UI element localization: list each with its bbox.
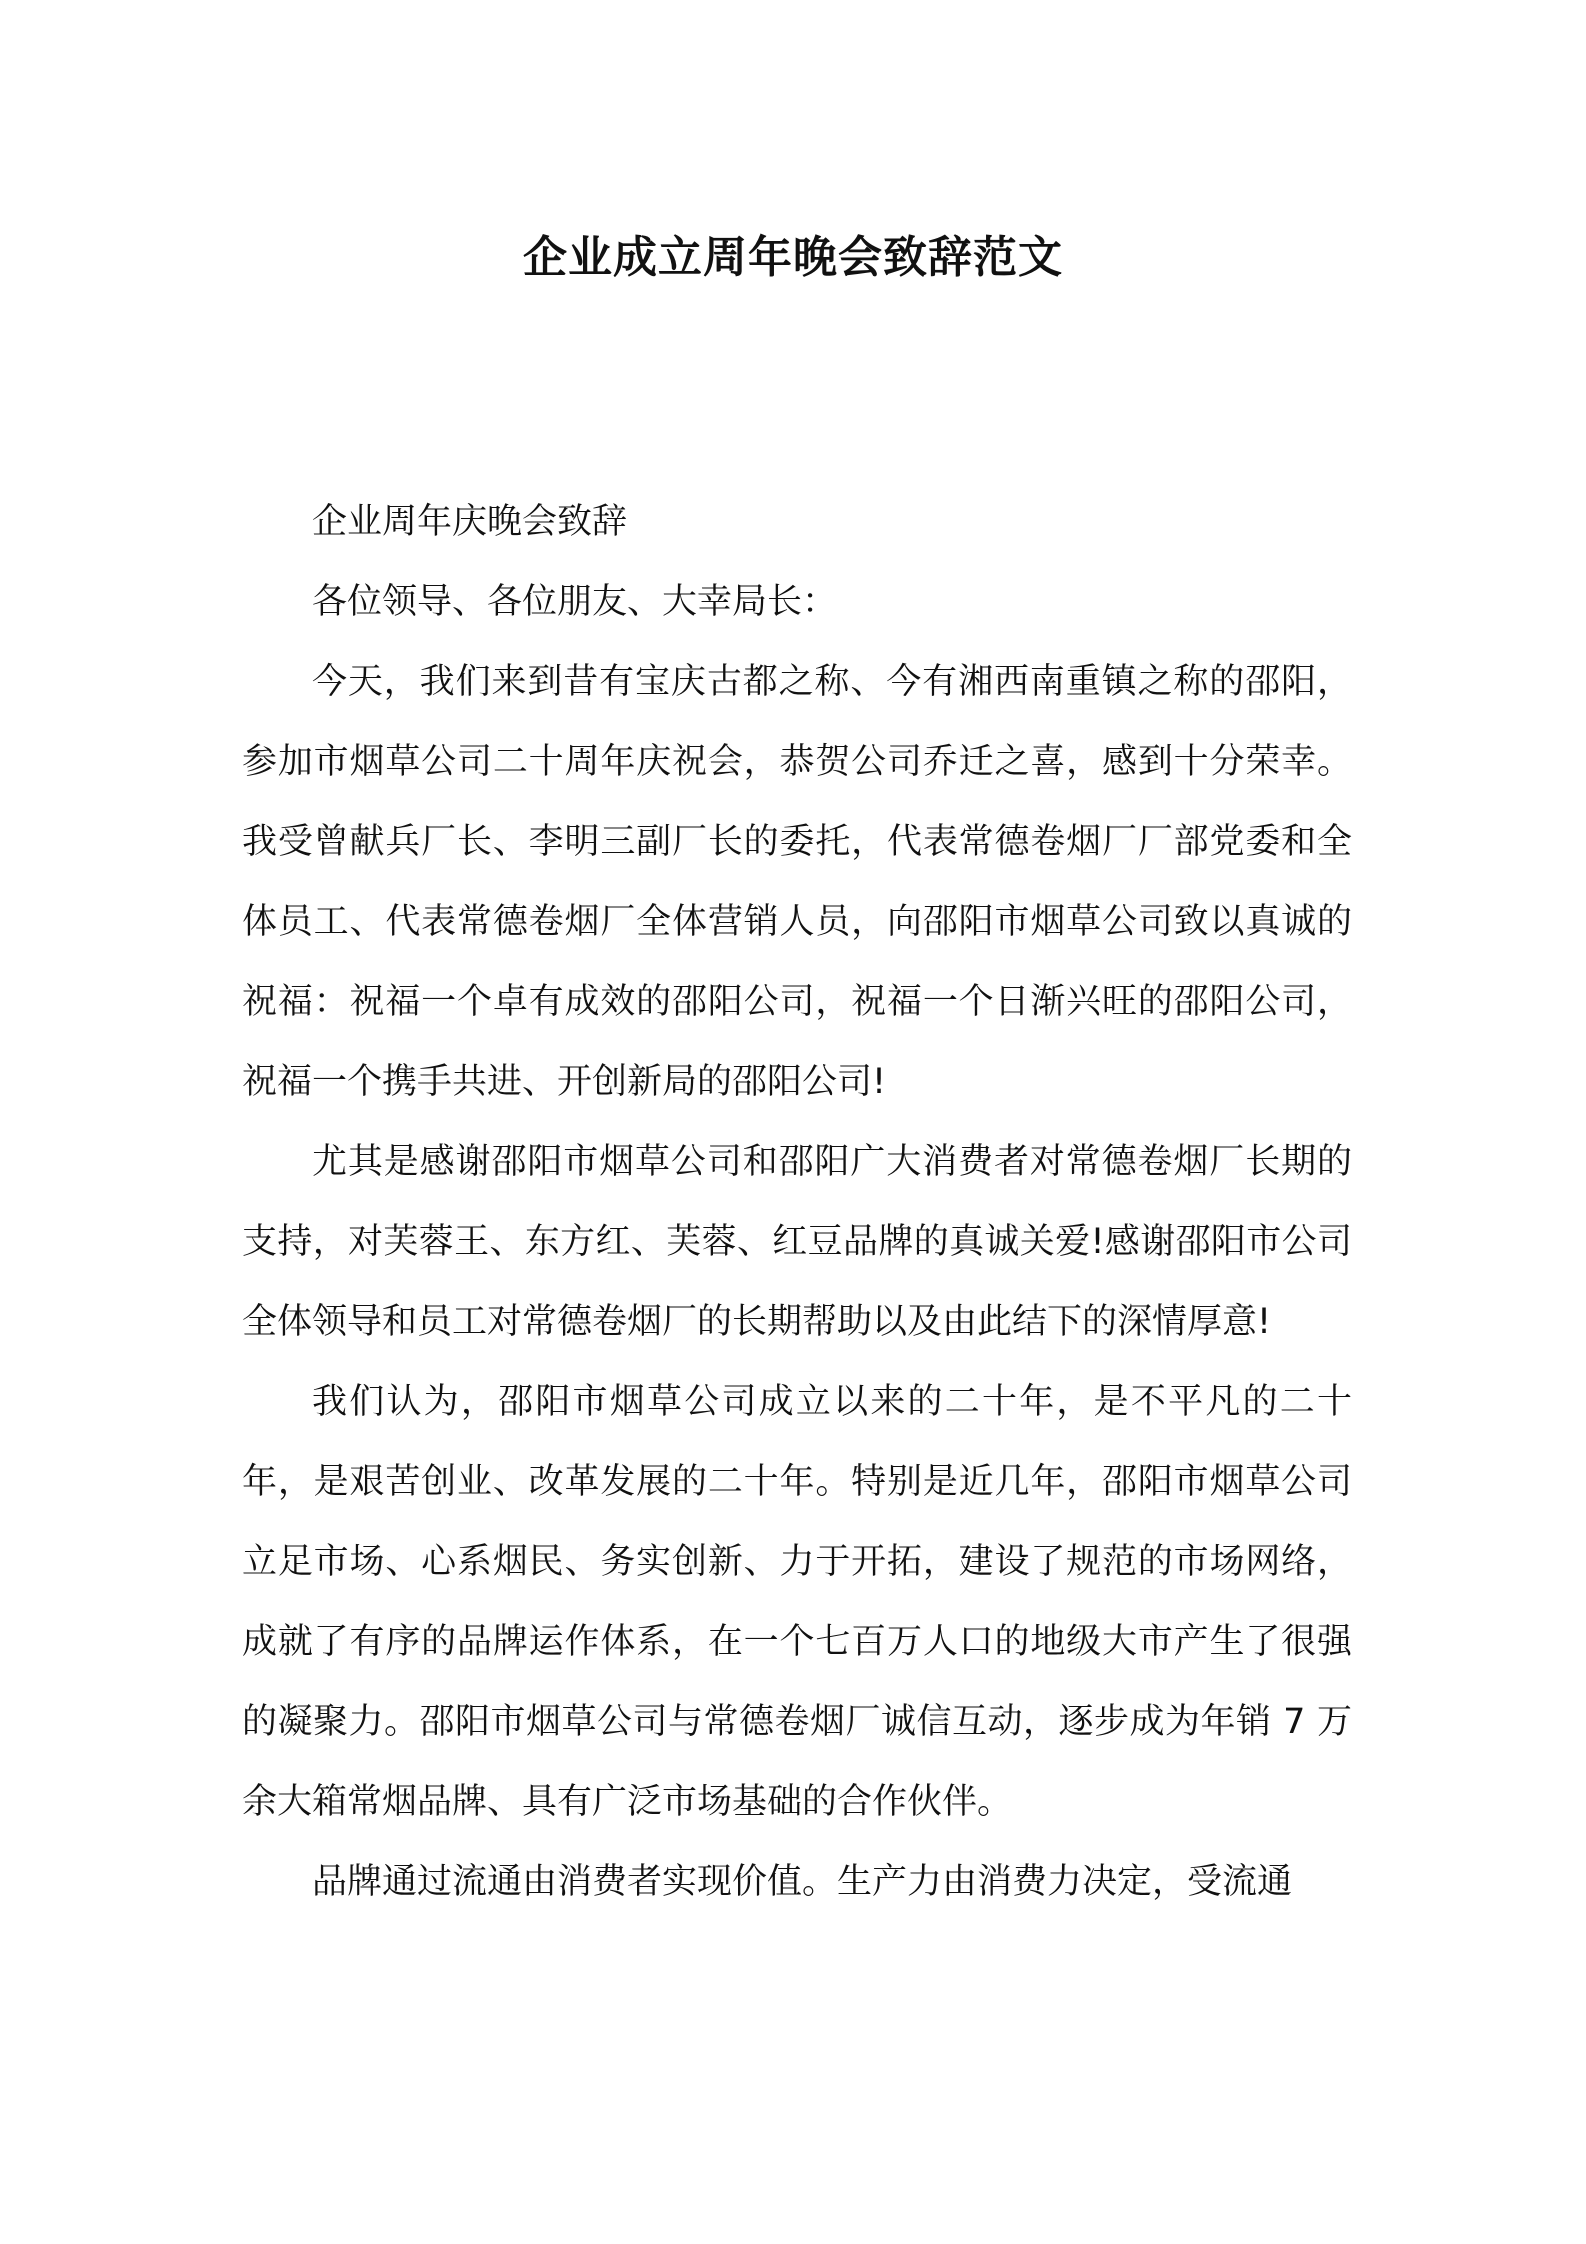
paragraph-brand: 品牌通过流通由消费者实现价值。生产力由消费力决定，受流通 [312,1862,1293,1902]
document-title: 企业成立周年晚会致辞范文 [523,232,1063,283]
paragraph-thanks: 尤其是感谢邵阳市烟草公司和邵阳广大消费者对常德卷烟厂长期的支持，对芙蓉王、东方红、芙蓉、红豆品牌的真诚关爱!感谢邵阳市公司全体领导和员工对常德卷烟厂的长期帮助以及由此结下的深情厚意! [242,1142,1352,1342]
paragraph-review: 我们认为，邵阳市烟草公司成立以来的二十年，是不平凡的二十年，是艰苦创业、改革发展的二十年。特别是近几年，邵阳市烟草公司立足市场、心系烟民、务实创新、力于开拓，建设了规范的市场网络，成就了有序的品牌运作体系，在一个七百万人口的地级大市产生了很强的凝聚力。邵阳市烟草公司与常德卷烟厂诚信互动，逐步成为年销 7 万余大箱常烟品牌、具有广泛市场基础的合作伙伴。 [242,1382,1352,1822]
speech-heading: 企业周年庆晚会致辞 [312,502,628,542]
paragraph-greeting: 今天，我们来到昔有宝庆古都之称、今有湘西南重镇之称的邵阳，参加市烟草公司二十周年庆祝会，恭贺公司乔迁之喜，感到十分荣幸。我受曾献兵厂长、李明三副厂长的委托，代表常德卷烟厂厂部党委和全体员工、代表常德卷烟厂全体营销人员，向邵阳市烟草公司致以真诚的祝福：祝福一个卓有成效的邵阳公司，祝福一个日渐兴旺的邵阳公司，祝福一个携手共进、开创新局的邵阳公司! [242,662,1352,1102]
salutation: 各位领导、各位朋友、大幸局长： [312,582,838,622]
document-body [242,482,1352,1922]
